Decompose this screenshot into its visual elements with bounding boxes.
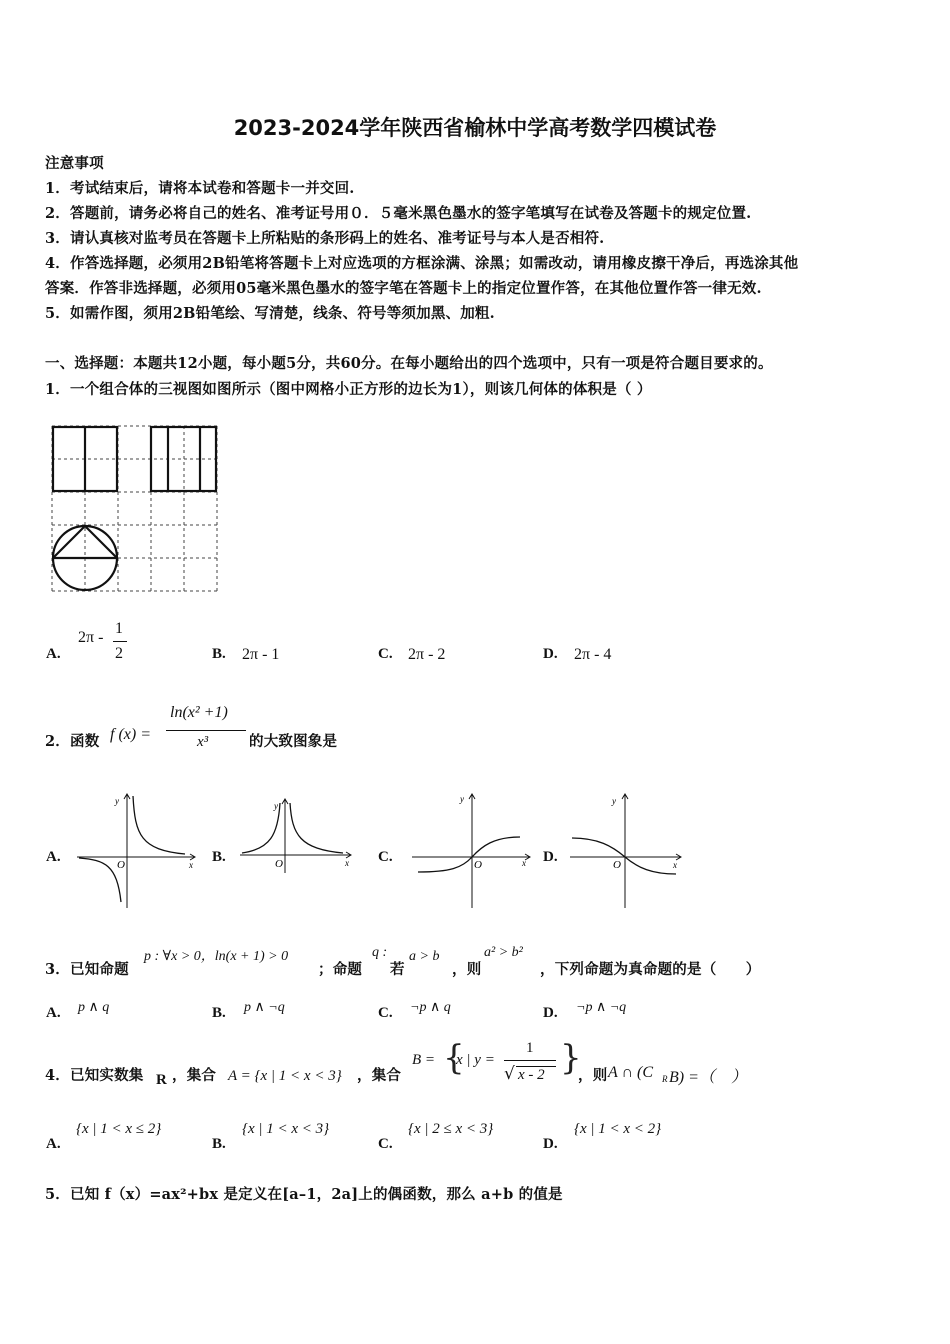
- q2-function-name: f (x) =: [110, 726, 151, 743]
- q4-text: ，集合: [357, 1067, 402, 1084]
- fraction-bar: [504, 1060, 556, 1061]
- q3-if: 若: [390, 961, 405, 978]
- y-axis-label: y: [274, 801, 278, 811]
- question-1-stem: 1．一个组合体的三视图如图所示（图中网格小正方形的边长为1），则该几何体的体积是（ ）: [45, 381, 652, 398]
- q1-option-d-label[interactable]: D.: [543, 646, 558, 662]
- x-axis-label: x: [345, 858, 349, 868]
- y-axis-label: y: [115, 796, 119, 806]
- q1-option-a-value: 2π -: [78, 629, 104, 646]
- q3-conclusion: a² > b²: [484, 945, 523, 960]
- q4-option-a-label[interactable]: A.: [46, 1136, 61, 1152]
- brace-right: }: [560, 1038, 582, 1078]
- q1-option-c-label[interactable]: C.: [378, 646, 393, 662]
- q4-real-set: R: [156, 1072, 167, 1088]
- x-axis-label: x: [673, 860, 677, 870]
- q4-option-b-value: {x | 1 < x < 3}: [242, 1121, 330, 1137]
- q3-then: ，则: [452, 961, 482, 978]
- q4-text: ，则: [578, 1067, 608, 1084]
- q3-option-a-value: p ∧ q: [78, 1000, 110, 1015]
- q4-option-d-label[interactable]: D.: [543, 1136, 558, 1152]
- question-2-prefix: 2．函数: [45, 733, 100, 750]
- q4-option-a-value: {x | 1 < x ≤ 2}: [76, 1121, 162, 1137]
- notice-item: 4．作答选择题，必须用2B铅笔将答题卡上对应选项的方框涂满、涂黑；如需改动，请用橡皮擦干净后，再选涂其他: [45, 255, 799, 272]
- notice-item: 2．答题前，请务必将自己的姓名、准考证号用０．５毫米黑色墨水的签字笔填写在试卷及答题卡的规定位置.: [45, 205, 752, 222]
- origin-label: O: [474, 859, 482, 871]
- q1-option-a-num: 1: [115, 620, 123, 637]
- q3-tail: ，下列命题为真命题的是（ ）: [540, 961, 761, 978]
- q3-option-b-label[interactable]: B.: [212, 1005, 226, 1021]
- q1-option-c-value: 2π - 2: [408, 646, 446, 663]
- q1-option-b-value: 2π - 1: [242, 646, 280, 663]
- notice-item: 答案．作答非选择题，必须用05毫米黑色墨水的签字笔在答题卡上的指定位置作答，在其他位置作答一律无效.: [45, 280, 762, 297]
- q4-frac-num: 1: [526, 1040, 534, 1056]
- q3-option-d-value: ¬p ∧ ¬q: [576, 1000, 627, 1015]
- q4-option-b-label[interactable]: B.: [212, 1136, 226, 1152]
- q3-option-d-label[interactable]: D.: [543, 1005, 558, 1021]
- fraction-bar: [166, 730, 246, 731]
- q4-complement-subscript: R: [662, 1074, 668, 1084]
- q4-option-d-value: {x | 1 < x < 2}: [574, 1121, 662, 1137]
- q3-condition: a > b: [409, 949, 440, 964]
- notice-item: 1．考试结束后，请将本试卷和答题卡一并交回.: [45, 180, 355, 197]
- q3-separator: ；命题: [318, 961, 363, 978]
- q3-proposition-q: q :: [372, 945, 388, 960]
- origin-label: O: [117, 859, 125, 871]
- q1-option-a-den: 2: [115, 645, 123, 662]
- notice-item: 3．请认真核对监考员在答题卡上所粘贴的条形码上的姓名、准考证号与本人是否相符.: [45, 230, 605, 247]
- q4-option-c-label[interactable]: C.: [378, 1136, 393, 1152]
- q4-set-b-inner: x | y =: [456, 1052, 495, 1068]
- page-title: 2023-2024学年陕西省榆林中学高考数学四模试卷: [233, 116, 717, 140]
- question-2-suffix: 的大致图象是: [249, 733, 338, 750]
- q4-option-c-value: {x | 2 ≤ x < 3}: [408, 1121, 494, 1137]
- q2-option-d-label[interactable]: D.: [543, 849, 558, 865]
- q3-option-b-value: p ∧ ¬q: [244, 1000, 285, 1015]
- q1-option-b-label[interactable]: B.: [212, 646, 226, 662]
- q2-denominator: x³: [197, 734, 209, 750]
- brace-left: {: [443, 1038, 465, 1078]
- q3-option-c-label[interactable]: C.: [378, 1005, 393, 1021]
- question-3-prefix: 3．已知命题: [45, 961, 129, 978]
- three-view-figure: [50, 424, 220, 594]
- notice-item: 5．如需作图，须用2B铅笔绘、写清楚，线条、符号等须加黑、加粗.: [45, 305, 495, 322]
- fraction-bar: [113, 641, 127, 642]
- q3-option-c-value: ¬p ∧ q: [410, 1000, 451, 1015]
- x-axis-label: x: [522, 858, 526, 868]
- q2-option-b-label[interactable]: B.: [212, 849, 226, 865]
- q3-proposition-p: p : ∀x > 0，ln(x + 1) > 0: [144, 949, 289, 964]
- q2-option-a-label[interactable]: A.: [46, 849, 61, 865]
- q3-option-a-label[interactable]: A.: [46, 1005, 61, 1021]
- question-5-stem: 5．已知 f（x）=ax²+bx 是定义在[a–1，2a]上的偶函数，那么 a+b 的值是: [45, 1186, 563, 1203]
- q4-set-a: A = {x | 1 < x < 3}: [228, 1068, 342, 1084]
- q4-frac-den: x - 2: [518, 1067, 545, 1083]
- sqrt-symbol: √: [504, 1064, 515, 1084]
- notice-heading: 注意事项: [45, 155, 104, 172]
- q2-graph-b[interactable]: [238, 795, 358, 875]
- q2-graph-c[interactable]: [410, 790, 535, 910]
- origin-label: O: [613, 859, 621, 871]
- question-4-prefix: 4．已知实数集: [45, 1067, 144, 1084]
- q4-expression-tail: B) =（ ）: [669, 1069, 747, 1086]
- x-axis-label: x: [189, 860, 193, 870]
- q4-expression: A ∩ (C: [608, 1064, 654, 1081]
- q4-text: ，集合: [172, 1067, 217, 1084]
- q1-option-d-value: 2π - 4: [574, 646, 612, 663]
- q2-option-c-label[interactable]: C.: [378, 849, 393, 865]
- q2-numerator: ln(x² +1): [170, 704, 228, 721]
- q1-option-a-label[interactable]: A.: [46, 646, 61, 662]
- origin-label: O: [275, 858, 283, 870]
- q2-graph-d[interactable]: [568, 790, 688, 910]
- q2-graph-a[interactable]: [75, 790, 200, 910]
- y-axis-label: y: [460, 794, 464, 804]
- y-axis-label: y: [612, 796, 616, 806]
- q4-set-b-left: B =: [412, 1052, 436, 1068]
- section-heading: 一、选择题：本题共12小题，每小题5分，共60分。在每小题给出的四个选项中，只有一项是符合题目要求的。: [45, 355, 773, 372]
